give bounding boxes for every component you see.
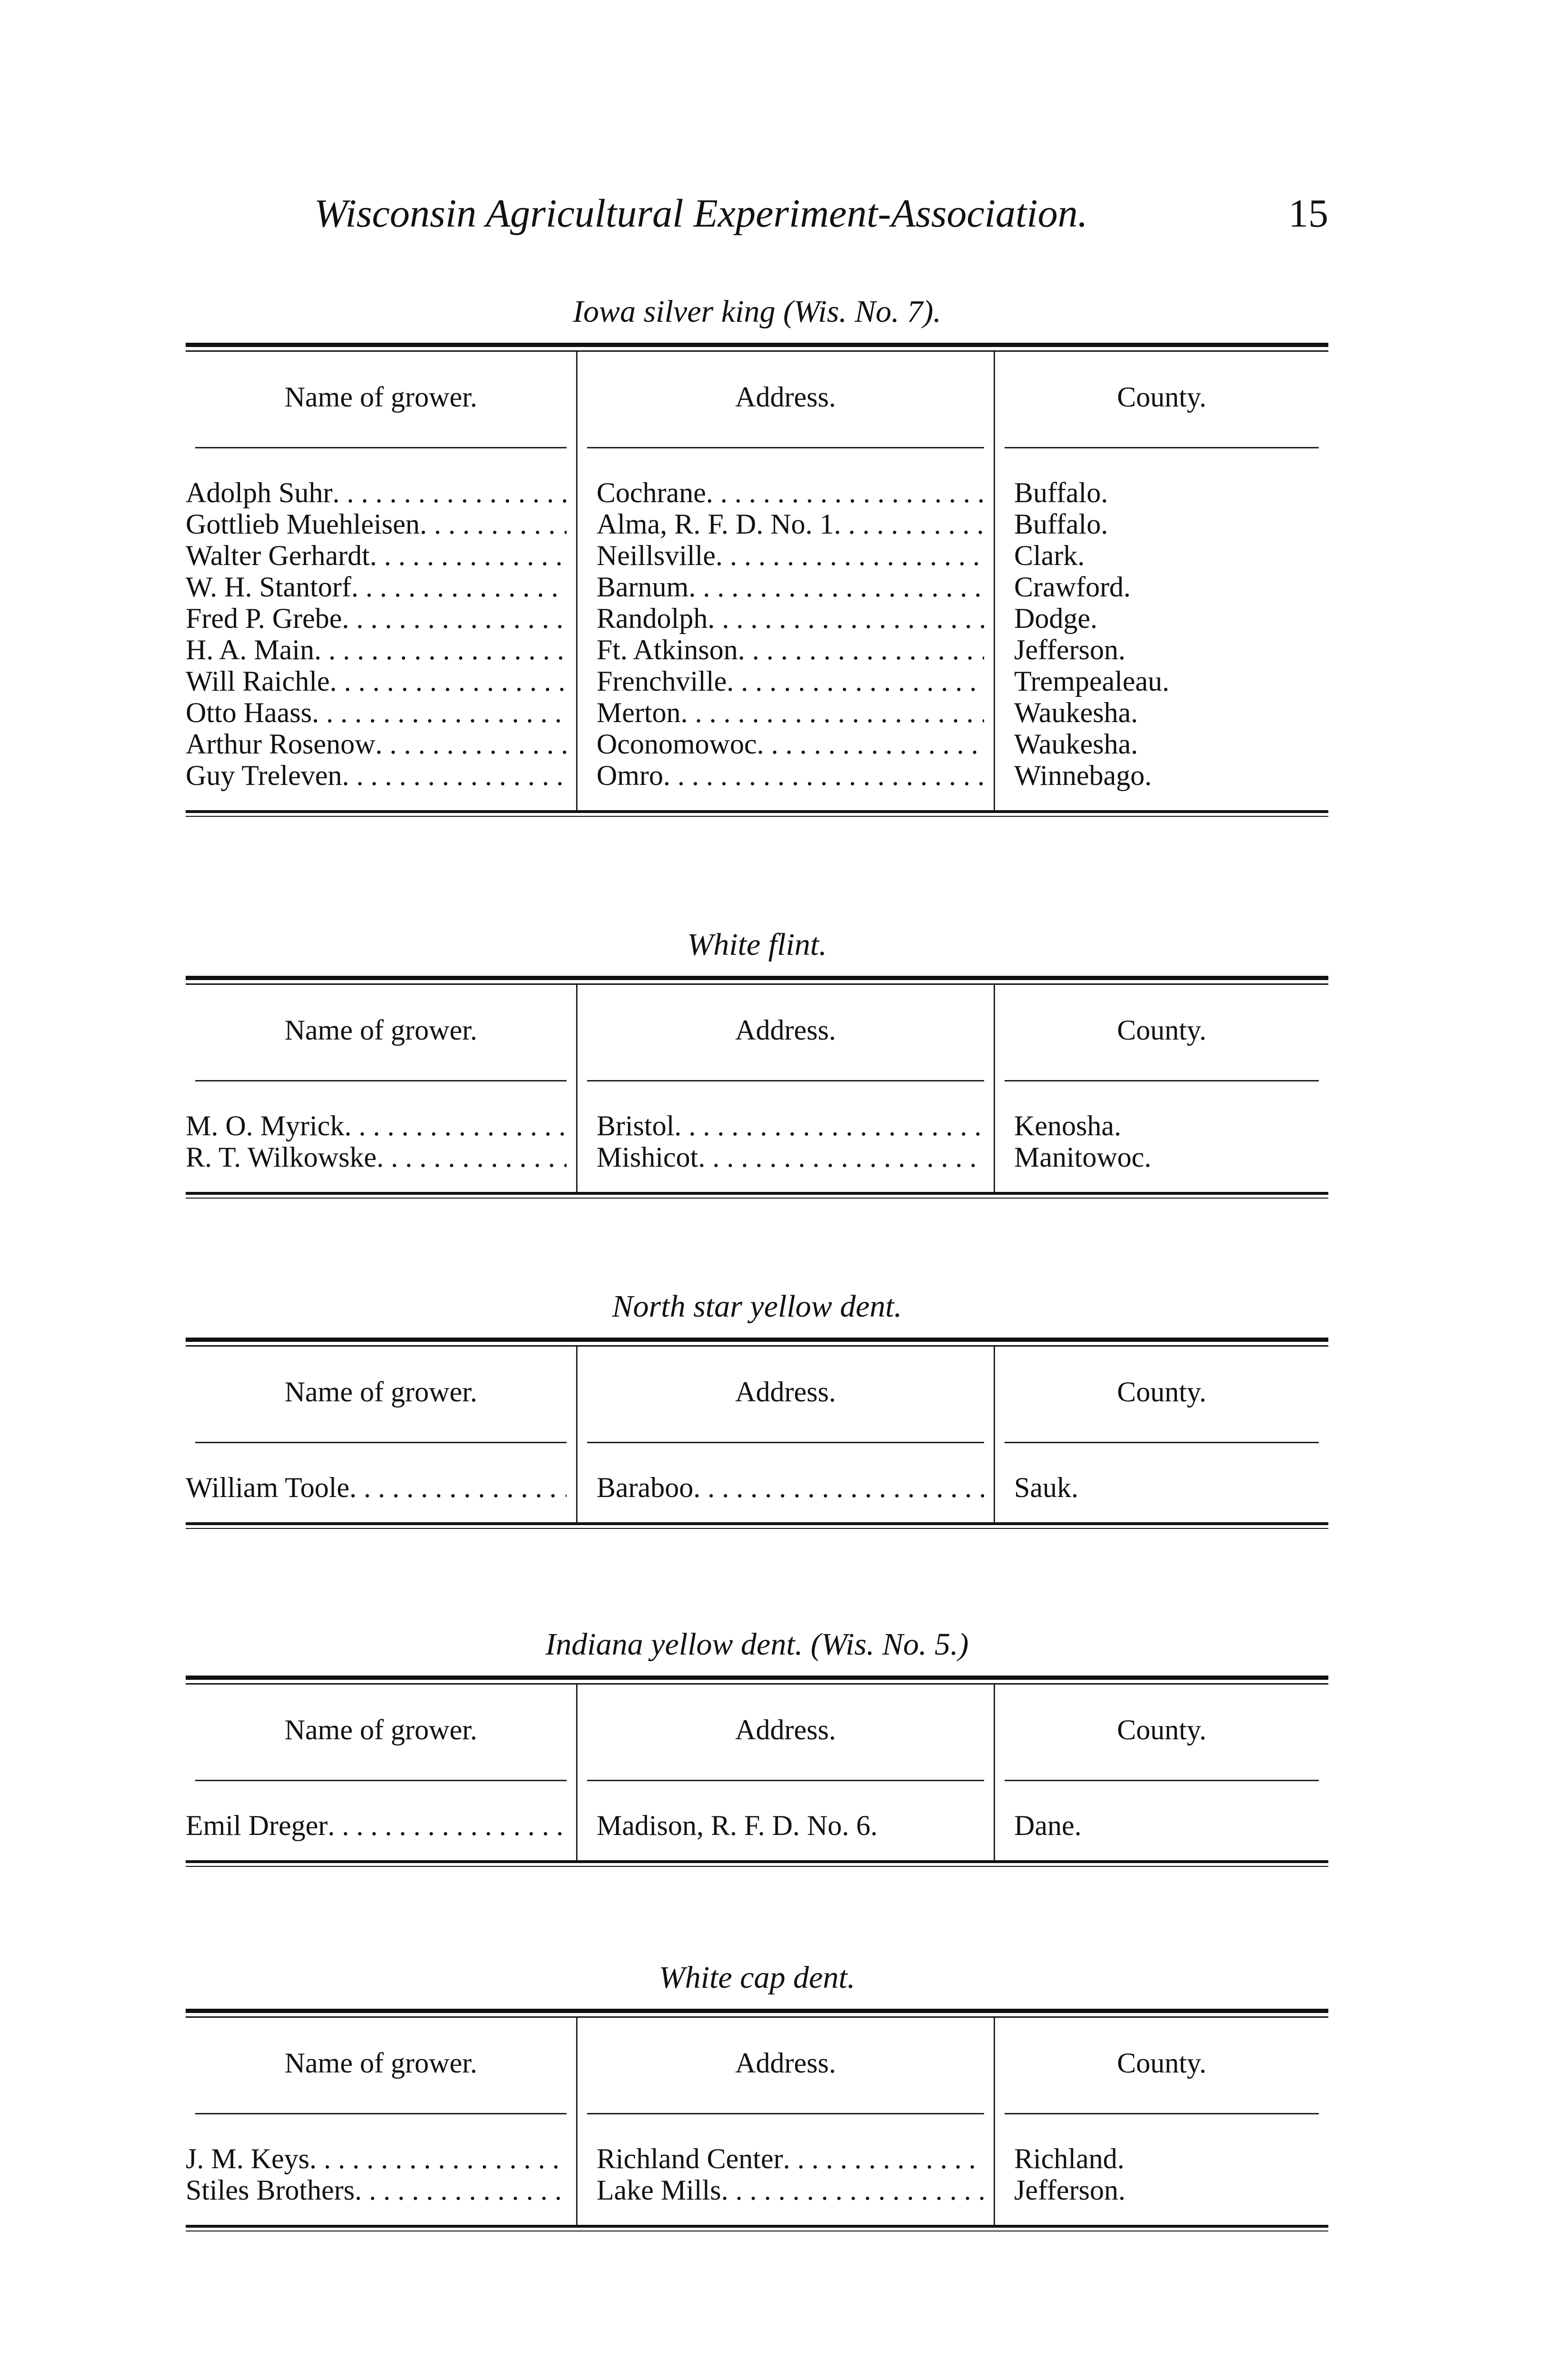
name-column — [186, 352, 576, 810]
table-row-address: Cochrane . . . — [578, 477, 994, 508]
table-row-name: Arthur Rosenow . . . — [186, 728, 576, 760]
address-header: Address. — [587, 2018, 984, 2114]
table-row-county: Richland. — [1014, 2143, 1125, 2174]
variety-section-white-flint — [186, 923, 1328, 1199]
table-row-address: Bristol . . . — [578, 1110, 994, 1141]
table-row-county: Jefferson. — [1014, 634, 1126, 665]
table-bottom-rule — [186, 1860, 1328, 1867]
table-row-name: William Toole . . . — [186, 1472, 576, 1503]
variety-title: White flint. — [687, 927, 827, 962]
table-row-county: Manitowoc. — [1014, 1141, 1152, 1173]
table-row-county: Jefferson. — [1014, 2174, 1126, 2206]
table-row-address: Barnum . . . — [578, 571, 994, 603]
name-column — [186, 1685, 576, 1860]
running-title: Wisconsin Agricultural Experiment-Association. — [314, 191, 1088, 236]
table-row-name: Stiles Brothers . . . — [186, 2174, 576, 2206]
grower-table — [186, 2018, 1328, 2225]
table-row-county: Dodge. — [1014, 603, 1097, 634]
name-header: Name of grower. — [195, 352, 567, 448]
table-row-name: Gottlieb Muehleisen . . . — [186, 508, 576, 540]
table-row-county: Dane. — [1014, 1810, 1082, 1841]
table-row-name: Otto Haass . . . — [186, 697, 576, 728]
table-row-name: M. O. Myrick . . . — [186, 1110, 576, 1141]
table-row-name: Will Raichle . . . — [186, 665, 576, 697]
table-row-name: Emil Dreger . . . — [186, 1810, 576, 1841]
variety-title: White cap dent. — [658, 1960, 856, 1995]
variety-section-iowa-silver-king — [186, 290, 1328, 817]
grower-table — [186, 1347, 1328, 1522]
address-header: Address. — [587, 985, 984, 1081]
address-column — [576, 985, 995, 1192]
address-column — [576, 2018, 995, 2225]
table-row-address: Lake Mills . . . — [578, 2174, 994, 2206]
county-header: County. — [1005, 352, 1319, 448]
table-top-rule — [186, 2009, 1328, 2018]
table-row-county: Waukesha. — [1014, 728, 1138, 760]
table-row-county: Clark. — [1014, 540, 1085, 571]
name-header: Name of grower. — [195, 2018, 567, 2114]
table-row-county: Kenosha. — [1014, 1110, 1121, 1141]
table-row-county: Winnebago. — [1014, 760, 1152, 791]
table-row-name: R. T. Wilkowske . . . — [186, 1141, 576, 1173]
table-row-county: Sauk. — [1014, 1472, 1078, 1503]
county-column — [995, 1685, 1328, 1860]
table-top-rule — [186, 343, 1328, 352]
address-column — [576, 352, 995, 810]
table-row-county: Trempealeau. — [1014, 665, 1170, 697]
table-row-name: W. H. Stantorf . . . — [186, 571, 576, 603]
table-row-address: Omro . . . — [578, 760, 994, 791]
address-column — [576, 1685, 995, 1860]
table-row-name: Fred P. Grebe . . . — [186, 603, 576, 634]
table-row-address: Madison, R. F. D. No. 6. — [597, 1810, 878, 1841]
name-header: Name of grower. — [195, 1685, 567, 1781]
table-row-county: Buffalo. — [1014, 508, 1108, 540]
address-header: Address. — [587, 1347, 984, 1443]
name-header: Name of grower. — [195, 985, 567, 1081]
table-row-name: H. A. Main . . . — [186, 634, 576, 665]
table-row-address: Merton . . . — [578, 697, 994, 728]
name-header: Name of grower. — [195, 1347, 567, 1443]
county-header: County. — [1005, 985, 1319, 1081]
page-number: 15 — [1288, 191, 1328, 236]
table-row-address: Neillsville . . . — [578, 540, 994, 571]
table-row-name: Guy Treleven . . . — [186, 760, 576, 791]
table-top-rule — [186, 1338, 1328, 1347]
name-column — [186, 985, 576, 1192]
grower-table — [186, 352, 1328, 810]
name-column — [186, 2018, 576, 2225]
table-row-county: Buffalo. — [1014, 477, 1108, 508]
address-header: Address. — [587, 352, 984, 448]
variety-title: Iowa silver king (Wis. No. 7). — [573, 294, 941, 329]
grower-table — [186, 985, 1328, 1192]
table-row-address: Baraboo . . . — [578, 1472, 994, 1503]
variety-title: North star yellow dent. — [612, 1289, 902, 1324]
county-header: County. — [1005, 2018, 1319, 2114]
table-row-address: Oconomowoc . . . — [578, 728, 994, 760]
table-row-name: Walter Gerhardt . . . — [186, 540, 576, 571]
grower-table — [186, 1685, 1328, 1860]
variety-section-white-cap-dent — [186, 1956, 1328, 2231]
table-bottom-rule — [186, 1522, 1328, 1529]
table-row-county: Crawford. — [1014, 571, 1131, 603]
table-row-address: Alma, R. F. D. No. 1 . . . — [578, 508, 994, 540]
address-header: Address. — [587, 1685, 984, 1781]
table-row-name: J. M. Keys . . . — [186, 2143, 576, 2174]
name-column — [186, 1347, 576, 1522]
county-column — [995, 352, 1328, 810]
table-row-address: Mishicot . . . — [578, 1141, 994, 1173]
table-row-name: Adolph Suhr . . . — [186, 477, 576, 508]
variety-section-indiana-yellow-dent — [186, 1623, 1328, 1867]
table-top-rule — [186, 1676, 1328, 1685]
page-header — [186, 190, 1328, 243]
county-column — [995, 2018, 1328, 2225]
county-header: County. — [1005, 1347, 1319, 1443]
county-column — [995, 1347, 1328, 1522]
table-row-address: Ft. Atkinson . . . — [578, 634, 994, 665]
variety-title: Indiana yellow dent. (Wis. No. 5.) — [545, 1627, 969, 1662]
table-bottom-rule — [186, 1192, 1328, 1199]
table-row-county: Waukesha. — [1014, 697, 1138, 728]
table-bottom-rule — [186, 2225, 1328, 2231]
table-row-address: Randolph . . . — [578, 603, 994, 634]
table-top-rule — [186, 976, 1328, 985]
county-header: County. — [1005, 1685, 1319, 1781]
table-bottom-rule — [186, 810, 1328, 817]
variety-section-north-star-yellow-dent — [186, 1285, 1328, 1529]
county-column — [995, 985, 1328, 1192]
table-row-address: Frenchville . . . — [578, 665, 994, 697]
table-row-address: Richland Center . . . — [578, 2143, 994, 2174]
address-column — [576, 1347, 995, 1522]
